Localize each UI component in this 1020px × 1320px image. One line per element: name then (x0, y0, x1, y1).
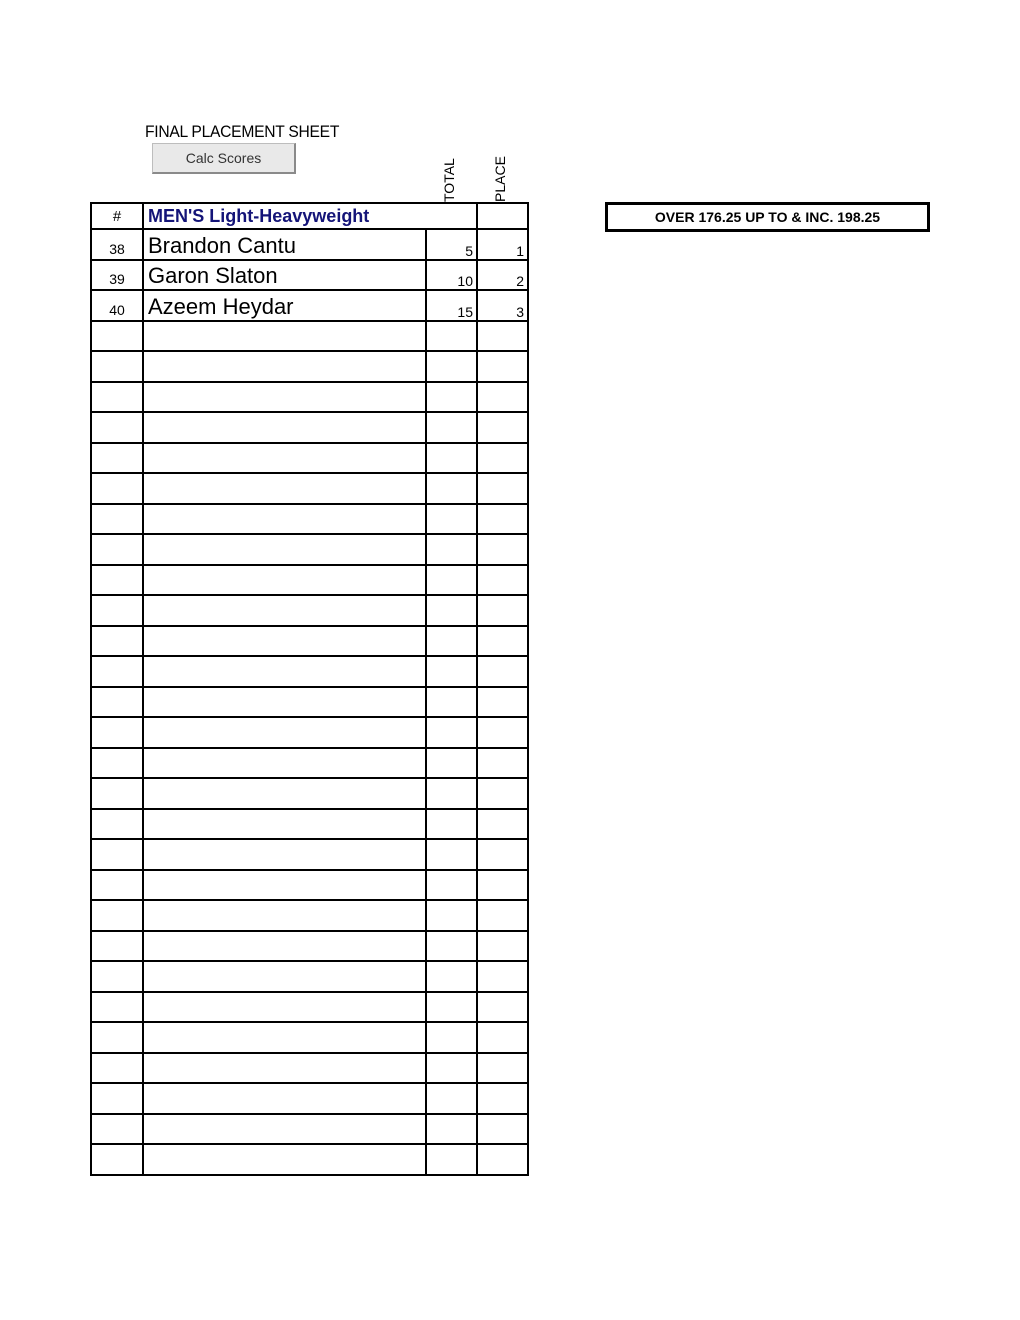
competitor-name (143, 931, 426, 962)
calc-scores-button[interactable]: Calc Scores (152, 143, 296, 174)
competitor-name (143, 412, 426, 443)
total-score (426, 626, 477, 657)
total-score (426, 321, 477, 352)
place-value (477, 473, 528, 504)
competitor-number (91, 931, 143, 962)
competitor-number (91, 809, 143, 840)
place-header-cell (477, 203, 528, 229)
competitor-name (143, 1114, 426, 1145)
table-row (91, 992, 528, 1023)
table-row (91, 839, 528, 870)
place-value (477, 443, 528, 474)
competitor-number (91, 1053, 143, 1084)
competitor-name: Azeem Heydar (143, 290, 426, 321)
competitor-name (143, 1053, 426, 1084)
competitor-number (91, 992, 143, 1023)
competitor-number (91, 900, 143, 931)
competitor-name (143, 595, 426, 626)
competitor-name: Brandon Cantu (143, 229, 426, 260)
table-row (91, 595, 528, 626)
competitor-number (91, 778, 143, 809)
table-row (91, 1083, 528, 1114)
table-row (91, 504, 528, 535)
competitor-number (91, 1144, 143, 1175)
total-score (426, 412, 477, 443)
place-value (477, 1022, 528, 1053)
competitor-number (91, 839, 143, 870)
table-row (91, 534, 528, 565)
place-column-header: PLACE (492, 156, 508, 202)
table-row (91, 687, 528, 718)
competitor-number (91, 504, 143, 535)
competitor-name (143, 565, 426, 596)
competitor-number (91, 1114, 143, 1145)
competitor-name (143, 839, 426, 870)
table-row (91, 1022, 528, 1053)
place-value: 2 (477, 260, 528, 291)
competitor-number: 38 (91, 229, 143, 260)
competitor-number: 40 (91, 290, 143, 321)
table-row (91, 290, 528, 321)
total-score (426, 1083, 477, 1114)
competitor-name (143, 992, 426, 1023)
table-row (91, 656, 528, 687)
competitor-name (143, 961, 426, 992)
table-row (91, 748, 528, 779)
competitor-number (91, 382, 143, 413)
total-score (426, 809, 477, 840)
total-score: 15 (426, 290, 477, 321)
category-title: MEN'S Light-Heavyweight (143, 203, 477, 229)
place-value (477, 839, 528, 870)
competitor-number (91, 748, 143, 779)
competitor-name (143, 656, 426, 687)
competitor-number (91, 595, 143, 626)
total-score (426, 1053, 477, 1084)
competitor-name (143, 504, 426, 535)
place-value: 1 (477, 229, 528, 260)
place-value (477, 534, 528, 565)
place-value (477, 412, 528, 443)
table-row (91, 809, 528, 840)
place-value (477, 1144, 528, 1175)
total-score (426, 992, 477, 1023)
total-score (426, 565, 477, 596)
competitor-number (91, 687, 143, 718)
table-row (91, 1114, 528, 1145)
place-value (477, 565, 528, 596)
place-value (477, 931, 528, 962)
competitor-name (143, 748, 426, 779)
competitor-name (143, 870, 426, 901)
competitor-number (91, 717, 143, 748)
total-score (426, 839, 477, 870)
total-score (426, 961, 477, 992)
place-value (477, 748, 528, 779)
total-score: 10 (426, 260, 477, 291)
place-value (477, 870, 528, 901)
competitor-name (143, 321, 426, 352)
competitor-name (143, 382, 426, 413)
place-value (477, 1114, 528, 1145)
competitor-number (91, 321, 143, 352)
total-score (426, 870, 477, 901)
table-row (91, 1144, 528, 1175)
competitor-name (143, 717, 426, 748)
place-value (477, 595, 528, 626)
table-row (91, 443, 528, 474)
total-column-header: TOTAL (441, 158, 457, 202)
place-value (477, 717, 528, 748)
total-score (426, 473, 477, 504)
table-row (91, 351, 528, 382)
total-score (426, 778, 477, 809)
total-score (426, 656, 477, 687)
competitor-number (91, 961, 143, 992)
table-row (91, 260, 528, 291)
competitor-name (143, 778, 426, 809)
competitor-name (143, 534, 426, 565)
place-value (477, 900, 528, 931)
total-score (426, 504, 477, 535)
competitor-number (91, 626, 143, 657)
competitor-number (91, 870, 143, 901)
competitor-number (91, 473, 143, 504)
place-value (477, 1083, 528, 1114)
table-header-row (91, 203, 528, 229)
table-row (91, 626, 528, 657)
total-score (426, 443, 477, 474)
competitor-number (91, 1022, 143, 1053)
competitor-number (91, 1083, 143, 1114)
total-score: 5 (426, 229, 477, 260)
total-score (426, 687, 477, 718)
number-column-header: # (91, 203, 143, 229)
total-score (426, 534, 477, 565)
table-row (91, 778, 528, 809)
competitor-number: 39 (91, 260, 143, 291)
place-value (477, 382, 528, 413)
place-value (477, 321, 528, 352)
total-score (426, 1144, 477, 1175)
total-score (426, 748, 477, 779)
competitor-name (143, 687, 426, 718)
total-score (426, 1114, 477, 1145)
competitor-number (91, 534, 143, 565)
table-row (91, 931, 528, 962)
competitor-name (143, 1022, 426, 1053)
competitor-name (143, 473, 426, 504)
total-score (426, 595, 477, 626)
weight-range-box: OVER 176.25 UP TO & INC. 198.25 (605, 202, 930, 232)
place-value (477, 351, 528, 382)
total-score (426, 382, 477, 413)
competitor-number (91, 656, 143, 687)
table-row (91, 1053, 528, 1084)
competitor-number (91, 565, 143, 596)
table-row (91, 870, 528, 901)
competitor-number (91, 412, 143, 443)
total-score (426, 931, 477, 962)
competitor-name (143, 351, 426, 382)
table-row (91, 961, 528, 992)
competitor-name (143, 1083, 426, 1114)
place-value (477, 778, 528, 809)
competitor-name (143, 626, 426, 657)
sheet-title: FINAL PLACEMENT SHEET (145, 122, 340, 141)
place-value (477, 504, 528, 535)
place-value: 3 (477, 290, 528, 321)
place-value (477, 809, 528, 840)
competitor-number (91, 443, 143, 474)
placement-table (90, 202, 529, 1176)
competitor-name (143, 443, 426, 474)
total-score (426, 717, 477, 748)
competitor-name (143, 1144, 426, 1175)
place-value (477, 687, 528, 718)
total-score (426, 900, 477, 931)
total-score (426, 351, 477, 382)
place-value (477, 656, 528, 687)
table-row (91, 473, 528, 504)
place-value (477, 992, 528, 1023)
place-value (477, 961, 528, 992)
table-row (91, 412, 528, 443)
competitor-name (143, 900, 426, 931)
competitor-number (91, 351, 143, 382)
competitor-name (143, 809, 426, 840)
place-value (477, 626, 528, 657)
table-row (91, 900, 528, 931)
table-row (91, 382, 528, 413)
total-score (426, 1022, 477, 1053)
table-row (91, 321, 528, 352)
place-value (477, 1053, 528, 1084)
table-row (91, 565, 528, 596)
table-row (91, 717, 528, 748)
table-row (91, 229, 528, 260)
competitor-name: Garon Slaton (143, 260, 426, 291)
